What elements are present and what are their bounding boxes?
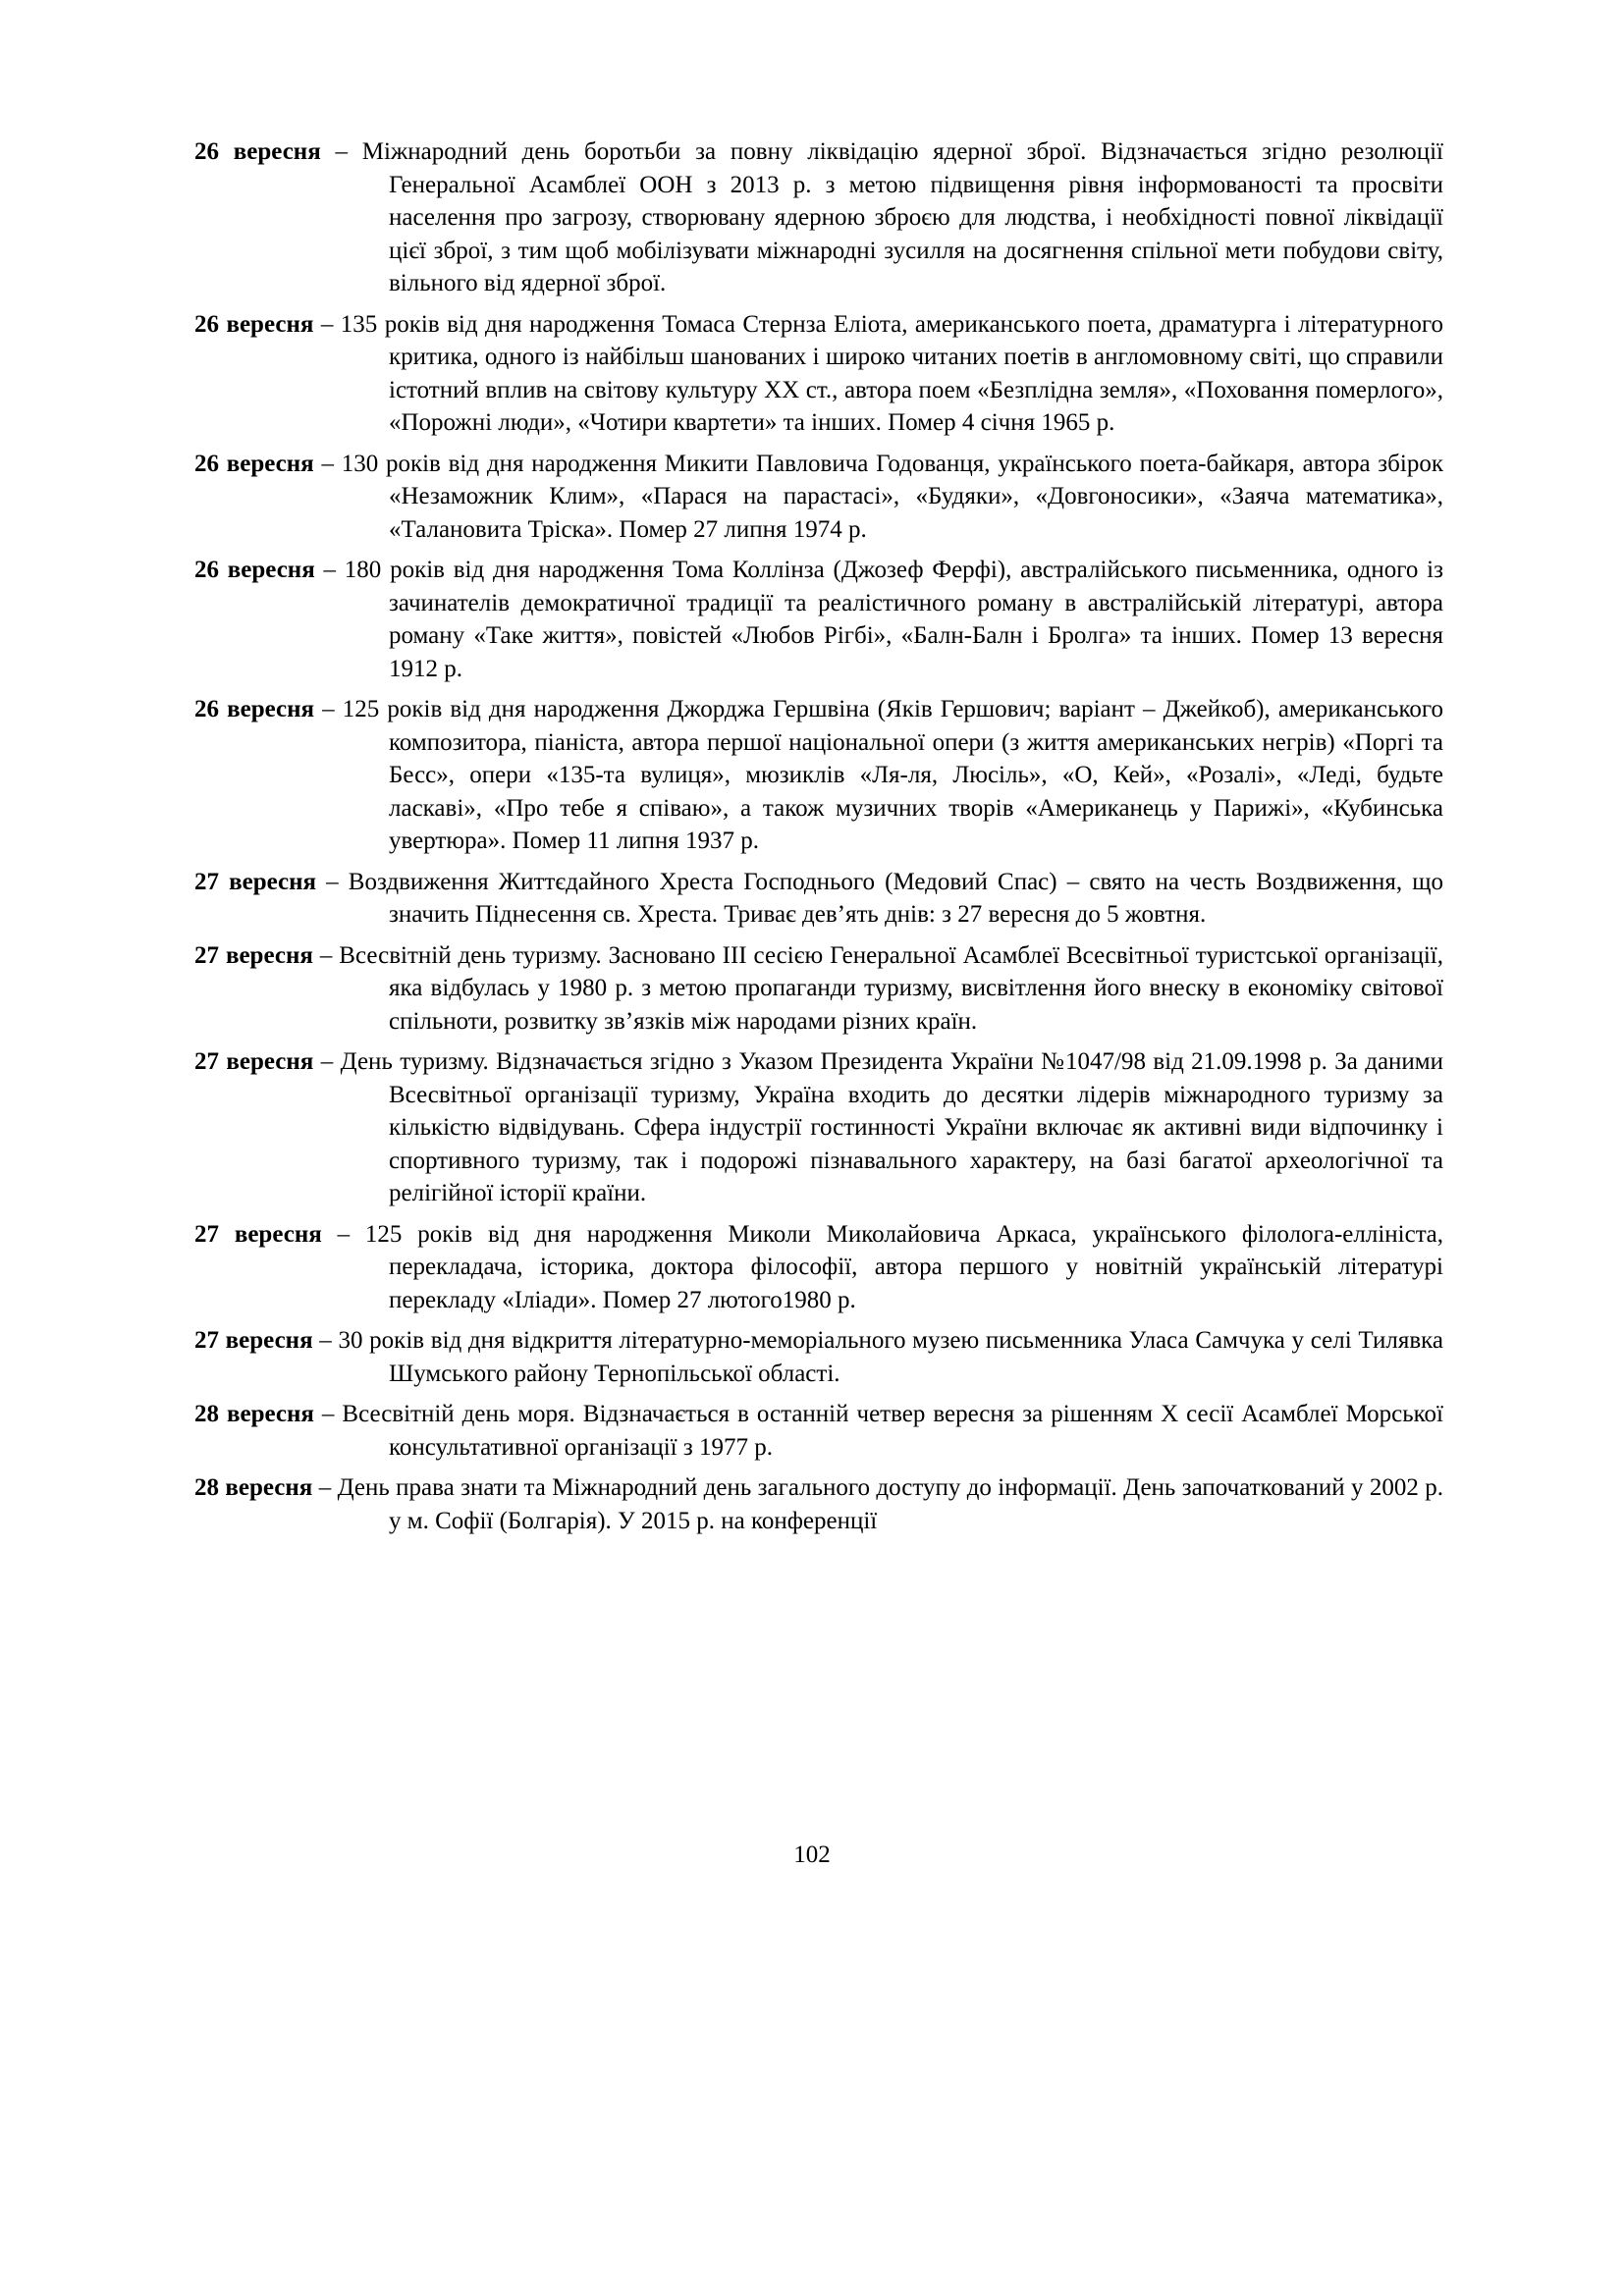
- calendar-entry: [194, 1398, 1443, 1464]
- entry-date: 27 вересня: [194, 1220, 322, 1248]
- entry-date: 28 вересня: [194, 1401, 314, 1427]
- calendar-entry: [194, 1218, 1443, 1317]
- entry-date: 27 вересня: [194, 941, 313, 969]
- entry-text: – 130 років від дня народження Микити Павловича Годованця, українського поета-байкаря, автора збірок «Незаможник Клим», «Парася на парастасі», «Будяки», «Довгоносики», «Заяча математика», «Талановита Тріска». Помер 27 липня 1974 р.: [313, 450, 1443, 543]
- page-number: 102: [793, 1842, 831, 1868]
- entry-date: 26 вересня: [194, 138, 321, 165]
- entry-date: 27 вересня: [194, 868, 317, 895]
- entry-date: 26 вересня: [194, 310, 314, 338]
- entry-date: 26 вересня: [194, 696, 315, 722]
- entry-text: – 30 років від дня відкриття літературно-меморіального музею письменника Уласа Самчука у селі Тилявка Шумського району Тернопільської області.: [312, 1327, 1443, 1387]
- calendar-entry: [194, 939, 1443, 1039]
- entry-text: – День права знати та Міжнародний день загального доступу до інформації. День започаткований у 2002 р. у м. Софії (Болгарія). У 2015 р. на конференції: [312, 1474, 1443, 1534]
- calendar-entry: [194, 693, 1443, 858]
- calendar-entry: [194, 1045, 1443, 1210]
- calendar-entry: [194, 135, 1443, 300]
- calendar-entry: [194, 554, 1443, 685]
- entry-date: 26 вересня: [194, 450, 314, 477]
- entry-text: – 180 років від дня народження Тома Коллінза (Джозеф Ферфі), австралійського письменника, одного із зачинателів демократичної традиції та реалістичного роману в австралійській літературі, автора роману «Таке життя», повістей «Любов Рігбі», «Балн-Балн і Бролга» та інших. Помер 13 вересня 1912 р.: [314, 557, 1443, 682]
- entry-date: 27 вересня: [194, 1327, 313, 1354]
- entry-text: – 125 років від дня народження Миколи Миколайовича Аркаса, українського філолога-елліністa, перекладача, історика, доктора філософії, автора першого у новітній українській літературі перекладу «Іліади». Помер 27 лютого1980 р.: [321, 1220, 1443, 1313]
- entry-text: – 135 років від дня народження Томаса Стернза Еліота, американського поета, драматурга і літературного критика, одного із найбільш шанованих і широко читаних поетів в англомовному світі, що справили істотний вплив на світову культуру ХХ ст., автора поем «Безплідна земля», «Поховання померлого», «Порожні люди», «Чотири квартети» та інших. Помер 4 січня 1965 р.: [313, 310, 1443, 436]
- entry-date: 28 вересня: [194, 1474, 313, 1501]
- entry-text: – Всесвітній день туризму. Засновано ІІІ сесією Генеральної Асамблеї Всесвітньої туристської організації, яка відбулась у 1980 р. з метою пропаганди туризму, висвітлення його внеску в економіку світової спільноти, розвитку зв’язків між народами різних країн.: [312, 941, 1443, 1035]
- entry-text: – Воздвиження Життєдайного Хреста Господнього (Медовий Спас) – свято на честь Воздвиження, що значить Піднесення св. Хреста. Триває дев’ять днів: з 27 вересня до 5 жовтня.: [316, 868, 1443, 928]
- calendar-entry: [194, 866, 1443, 932]
- calendar-entry: [194, 1471, 1443, 1537]
- entry-text: – Міжнародний день боротьби за повну ліквідацію ядерної зброї. Відзначається згідно резолюції Генеральної Асамблеї ООН з 2013 р. з метою підвищення рівня інформованості та просвіти населення про загрозу, створювану ядерною зброєю для людства, і необхідності повної ліквідації цієї зброї, з тим щоб мобілізувати міжнародні зусилля на досягнення спільної мети побудови світу, вільного від ядерної зброї.: [320, 138, 1443, 296]
- document-body: [194, 135, 1443, 1545]
- calendar-entry: [194, 448, 1443, 547]
- entry-date: 27 вересня: [194, 1048, 314, 1075]
- entry-date: 26 вересня: [194, 557, 315, 583]
- entry-text: – Всесвітній день моря. Відзначається в останній четвер вересня за рішенням Х сесії Асамблеї Морської консультативної організації з 1977 р.: [313, 1401, 1443, 1461]
- entry-text: – 125 років від дня народження Джорджа Гершвіна (Яків Гершович; варіант – Джейкоб), американського композитора, піаніста, автора першої національної опери (з життя американських негрів) «Поргі та Бесс», опери «135-та вулиця», мюзиклів «Ля-ля, Люсіль», «О, Кей», «Розалі», «Леді, будьте ласкаві», «Про тебе я співаю», а також музичних творів «Американець у Парижі», «Кубинська увертюра». Помер 11 липня 1937 р.: [314, 696, 1444, 854]
- calendar-entry: [194, 308, 1443, 440]
- calendar-entry: [194, 1324, 1443, 1390]
- entry-text: – День туризму. Відзначається згідно з Указом Президента України №1047/98 від 21.09.1998 р. За даними Всесвітньої організації туризму, Україна входить до десятки лідерів міжнародного туризму за кількістю відвідувань. Сфера індустрії гостинності України включає як активні види відпочинку і спортивного туризму, так і подорожі пізнавального характеру, на базі багатої археологічної та релігійної історії країни.: [313, 1048, 1443, 1206]
